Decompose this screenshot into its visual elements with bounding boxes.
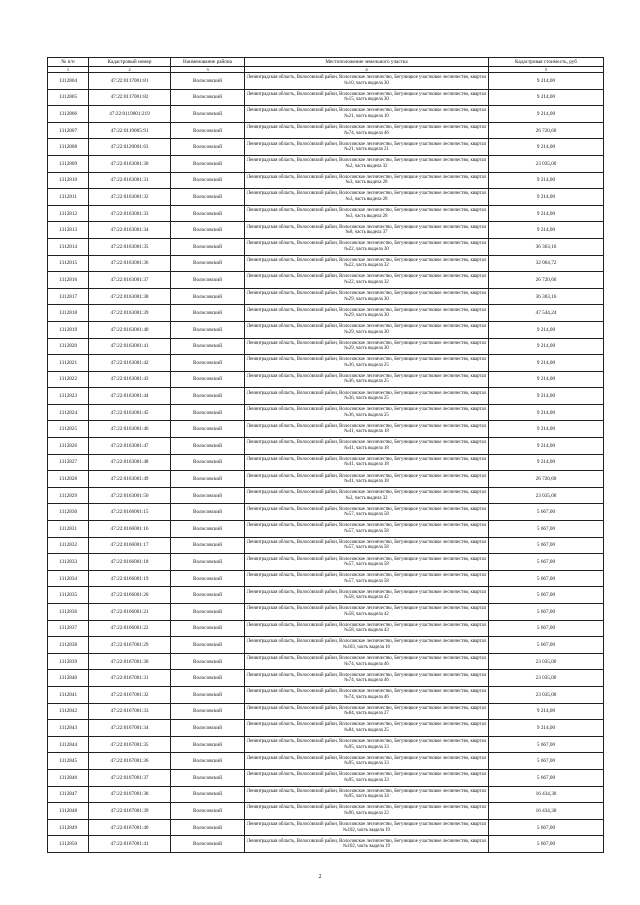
district-name: Волосовский (171, 371, 245, 388)
table-row (48, 587, 604, 604)
cadastral-value: 9 214,00 (489, 338, 604, 355)
location: Ленинградская область, Волосовский район, Волосовское лесничество, Бегуницкое участковое лесничество, квартал №21, часть выдела 21 (245, 139, 489, 156)
cadastral-number: 47:22:0167001:32 (89, 686, 171, 703)
cadastral-number: 47:22:0163001:31 (89, 172, 171, 189)
cadastral-value: 9 214,00 (489, 355, 604, 372)
table-row (48, 288, 604, 305)
row-number: 1312850 (48, 836, 89, 853)
district-name: Волосовский (171, 554, 245, 571)
cadastral-number: 47:22:0163001:36 (89, 255, 171, 272)
district-name: Волосовский (171, 272, 245, 289)
cadastral-value: 16 434,30 (489, 803, 604, 820)
row-number: 1312820 (48, 338, 89, 355)
cadastral-value: 9 214,00 (489, 106, 604, 123)
district-name: Волосовский (171, 73, 245, 90)
cadastral-value: 9 214,00 (489, 89, 604, 106)
table-row (48, 471, 604, 488)
cadastral-number: 47:22:0166001:22 (89, 620, 171, 637)
header-cadastral-number: Кадастровый номер (89, 58, 171, 67)
cadastral-number: 47:22:0163001:44 (89, 388, 171, 405)
district-name: Волосовский (171, 404, 245, 421)
district-name: Волосовский (171, 321, 245, 338)
location: Ленинградская область, Волосовский район, Волосовское лесничество, Бегуницкое участковое лесничество, квартал №36, часть выдела 25 (245, 371, 489, 388)
table-row (48, 172, 604, 189)
cadastral-value: 9 214,00 (489, 189, 604, 206)
location: Ленинградская область, Волосовский район, Волосовское лесничество, Бегуницкое участковое лесничество, квартал №84, часть выдела 27 (245, 703, 489, 720)
location: Ленинградская область, Волосовский район, Волосовское лесничество, Бегуницкое участковое лесничество, квартал №102, часть выдела 19 (245, 836, 489, 853)
location: Ленинградская область, Волосовский район, Волосовское лесничество, Бегуницкое участковое лесничество, квартал №57, часть выдела 58 (245, 504, 489, 521)
row-number: 1312837 (48, 620, 89, 637)
table-row (48, 819, 604, 836)
district-name: Волосовский (171, 769, 245, 786)
cadastral-number: 47:22:0117001:81 (89, 73, 171, 90)
table-row (48, 570, 604, 587)
table-row (48, 338, 604, 355)
location: Ленинградская область, Волосовский район, Волосовское лесничество, Бегуницкое участковое лесничество, квартал №103, часть выдела 16 (245, 637, 489, 654)
table-row (48, 620, 604, 637)
table-row (48, 388, 604, 405)
district-name: Волосовский (171, 836, 245, 853)
district-name: Волосовский (171, 388, 245, 405)
district-name: Волосовский (171, 106, 245, 123)
column-index: 3 (171, 67, 245, 73)
row-number: 1312829 (48, 487, 89, 504)
cadastral-value: 9 214,00 (489, 438, 604, 455)
cadastral-value: 23 035,00 (489, 686, 604, 703)
table-row (48, 454, 604, 471)
district-name: Волосовский (171, 587, 245, 604)
district-name: Волосовский (171, 653, 245, 670)
district-name: Волосовский (171, 786, 245, 803)
table-row (48, 89, 604, 106)
location: Ленинградская область, Волосовский район, Волосовское лесничество, Бегуницкое участковое лесничество, квартал №102, часть выдела 19 (245, 819, 489, 836)
cadastral-value: 5 667,00 (489, 753, 604, 770)
table-row (48, 222, 604, 239)
cadastral-number: 47:22:0163001:48 (89, 454, 171, 471)
cadastral-number: 47:22:0120001:63 (89, 139, 171, 156)
location: Ленинградская область, Волосовский район, Волосовское лесничество, Бегуницкое участковое лесничество, квартал №8, часть выдела 37 (245, 222, 489, 239)
cadastral-value: 9 214,00 (489, 222, 604, 239)
table-row (48, 836, 604, 853)
table-row (48, 238, 604, 255)
cadastral-value: 16 434,30 (489, 786, 604, 803)
location: Ленинградская область, Волосовский район, Волосовское лесничество, Бегуницкое участковое лесничество, квартал №74, часть выдела 46 (245, 670, 489, 687)
cadastral-number: 47:22:0166001:15 (89, 504, 171, 521)
table-row (48, 421, 604, 438)
cadastral-number: 47:22:0167001:36 (89, 753, 171, 770)
district-name: Волосовский (171, 703, 245, 720)
location: Ленинградская область, Волосовский район, Волосовское лесничество, Бегуницкое участковое лесничество, квартал №95, часть выдела 33 (245, 769, 489, 786)
location: Ленинградская область, Волосовский район, Волосовское лесничество, Бегуницкое участковое лесничество, квартал №22, часть выдела 32 (245, 255, 489, 272)
row-number: 1312805 (48, 89, 89, 106)
location: Ленинградская область, Волосовский район, Волосовское лесничество, Бегуницкое участковое лесничество, квартал №3, часть выдела 28 (245, 172, 489, 189)
district-name: Волосовский (171, 288, 245, 305)
row-number: 1312836 (48, 604, 89, 621)
cadastral-value: 26 720,60 (489, 272, 604, 289)
cadastral-number: 47:22:0163001:35 (89, 238, 171, 255)
row-number: 1312808 (48, 139, 89, 156)
location: Ленинградская область, Волосовский район, Волосовское лесничество, Бегуницкое участковое лесничество, квартал №2, часть выдела 32 (245, 155, 489, 172)
table-row (48, 686, 604, 703)
district-name: Волосовский (171, 570, 245, 587)
location: Ленинградская область, Волосовский район, Волосовское лесничество, Бегуницкое участковое лесничество, квартал №57, часть выдела 58 (245, 521, 489, 538)
cadastral-number: 47:22:0117001:82 (89, 89, 171, 106)
row-number: 1312841 (48, 686, 89, 703)
row-number: 1312804 (48, 73, 89, 90)
district-name: Волосовский (171, 720, 245, 737)
cadastral-number: 47:22:0167001:29 (89, 637, 171, 654)
row-number: 1312807 (48, 122, 89, 139)
row-number: 1312849 (48, 819, 89, 836)
cadastral-value: 32 064,72 (489, 255, 604, 272)
row-number: 1312833 (48, 554, 89, 571)
district-name: Волосовский (171, 686, 245, 703)
cadastral-number: 47:22:0166001:17 (89, 537, 171, 554)
district-name: Волосовский (171, 222, 245, 239)
table-row (48, 305, 604, 322)
cadastral-number: 47:22:0119005:91 (89, 122, 171, 139)
cadastral-number: 47:22:0167001:39 (89, 803, 171, 820)
district-name: Волосовский (171, 338, 245, 355)
district-name: Волосовский (171, 355, 245, 372)
cadastral-value: 23 035,00 (489, 155, 604, 172)
page-number: 2 (318, 874, 322, 880)
cadastral-number: 47:22:0163001:41 (89, 338, 171, 355)
location: Ленинградская область, Волосовский район, Волосовское лесничество, Бегуницкое участковое лесничество, квартал №74, часть выдела 46 (245, 122, 489, 139)
table-row (48, 753, 604, 770)
location: Ленинградская область, Волосовский район, Волосовское лесничество, Бегуницкое участковое лесничество, квартал №95, часть выдела 33 (245, 736, 489, 753)
cadastral-value: 26 720,60 (489, 122, 604, 139)
table-row (48, 786, 604, 803)
row-number: 1312832 (48, 537, 89, 554)
table-row (48, 155, 604, 172)
row-number: 1312819 (48, 321, 89, 338)
location: Ленинградская область, Волосовский район, Волосовское лесничество, Бегуницкое участковое лесничество, квартал №41, часть выдела 18 (245, 421, 489, 438)
cadastral-value: 9 214,00 (489, 703, 604, 720)
row-number: 1312828 (48, 471, 89, 488)
cadastral-number: 47:22:0167001:30 (89, 653, 171, 670)
cadastral-value: 5 667,00 (489, 819, 604, 836)
cadastral-value: 5 667,00 (489, 537, 604, 554)
district-name: Волосовский (171, 736, 245, 753)
cadastral-value: 5 667,00 (489, 620, 604, 637)
table-row (48, 189, 604, 206)
row-number: 1312827 (48, 454, 89, 471)
location: Ленинградская область, Волосовский район, Волосовское лесничество, Бегуницкое участковое лесничество, квартал №58, часть выдела 42 (245, 604, 489, 621)
row-number: 1312848 (48, 803, 89, 820)
table-row (48, 73, 604, 90)
district-name: Волосовский (171, 454, 245, 471)
table-row (48, 736, 604, 753)
location: Ленинградская область, Волосовский район, Волосовское лесничество, Бегуницкое участковое лесничество, квартал №57, часть выдела 58 (245, 537, 489, 554)
cadastral-table (47, 57, 604, 853)
location: Ленинградская область, Волосовский район, Волосовское лесничество, Бегуницкое участковое лесничество, квартал №95, часть выдела 33 (245, 753, 489, 770)
district-name: Волосовский (171, 803, 245, 820)
cadastral-number: 47:22:0163001:46 (89, 421, 171, 438)
location: Ленинградская область, Волосовский район, Волосовское лесничество, Бегуницкое участковое лесничество, квартал №58, часть выдела 43 (245, 620, 489, 637)
district-name: Волосовский (171, 305, 245, 322)
cadastral-value: 5 667,00 (489, 521, 604, 538)
row-number: 1312818 (48, 305, 89, 322)
cadastral-value: 26 720,60 (489, 471, 604, 488)
table-row (48, 106, 604, 123)
cadastral-number: 47:22:0163001:33 (89, 205, 171, 222)
district-name: Волосовский (171, 487, 245, 504)
column-index: 1 (48, 67, 89, 73)
row-number: 1312826 (48, 438, 89, 455)
cadastral-number: 47:22:0167001:33 (89, 703, 171, 720)
cadastral-value: 9 214,00 (489, 172, 604, 189)
row-number: 1312816 (48, 272, 89, 289)
cadastral-value: 9 214,00 (489, 454, 604, 471)
cadastral-number: 47:22:0167001:38 (89, 786, 171, 803)
district-name: Волосовский (171, 205, 245, 222)
row-number: 1312835 (48, 587, 89, 604)
district-name: Волосовский (171, 238, 245, 255)
table-body (48, 73, 604, 853)
header-number: № п/п (48, 58, 89, 67)
header-cadastral-value: Кадастровая стоимость, руб (489, 58, 604, 67)
row-number: 1312824 (48, 404, 89, 421)
cadastral-number: 47:22:0163001:38 (89, 288, 171, 305)
cadastral-number: 47:22:0166001:20 (89, 587, 171, 604)
table-row (48, 321, 604, 338)
table-row (48, 272, 604, 289)
cadastral-value: 5 667,00 (489, 604, 604, 621)
table-row (48, 504, 604, 521)
table-row (48, 404, 604, 421)
location: Ленинградская область, Волосовский район, Волосовское лесничество, Бегуницкое участковое лесничество, квартал №36, часть выдела 25 (245, 355, 489, 372)
cadastral-number: 47:22:0119001:219 (89, 106, 171, 123)
column-index: 5 (489, 67, 604, 73)
location: Ленинградская область, Волосовский район, Волосовское лесничество, Бегуницкое участковое лесничество, квартал №57, часть выдела 58 (245, 570, 489, 587)
cadastral-value: 9 214,00 (489, 421, 604, 438)
district-name: Волосовский (171, 122, 245, 139)
column-index: 2 (89, 67, 171, 73)
row-number: 1312838 (48, 637, 89, 654)
district-name: Волосовский (171, 438, 245, 455)
cadastral-value: 5 667,00 (489, 570, 604, 587)
cadastral-value: 23 035,00 (489, 487, 604, 504)
location: Ленинградская область, Волосовский район, Волосовское лесничество, Бегуницкое участковое лесничество, квартал №2, часть выдела 32 (245, 487, 489, 504)
table-row (48, 703, 604, 720)
cadastral-number: 47:22:0167001:35 (89, 736, 171, 753)
row-number: 1312842 (48, 703, 89, 720)
table-row (48, 554, 604, 571)
location: Ленинградская область, Волосовский район, Волосовское лесничество, Бегуницкое участковое лесничество, квартал №15, часть выдела 30 (245, 89, 489, 106)
row-number: 1312834 (48, 570, 89, 587)
cadastral-number: 47:22:0167001:41 (89, 836, 171, 853)
district-name: Волосовский (171, 155, 245, 172)
location: Ленинградская область, Волосовский район, Волосовское лесничество, Бегуницкое участковое лесничество, квартал №3, часть выдела 28 (245, 189, 489, 206)
cadastral-value: 23 035,00 (489, 670, 604, 687)
cadastral-number: 47:22:0163001:50 (89, 487, 171, 504)
row-number: 1312846 (48, 769, 89, 786)
row-number: 1312831 (48, 521, 89, 538)
district-name: Волосовский (171, 537, 245, 554)
district-name: Волосовский (171, 504, 245, 521)
row-number: 1312840 (48, 670, 89, 687)
row-number: 1312830 (48, 504, 89, 521)
location: Ленинградская область, Волосовский район, Волосовское лесничество, Бегуницкое участковое лесничество, квартал №10, часть выдела 30 (245, 73, 489, 90)
location: Ленинградская область, Волосовский район, Волосовское лесничество, Бегуницкое участковое лесничество, квартал №84, часть выдела 25 (245, 720, 489, 737)
location: Ленинградская область, Волосовский район, Волосовское лесничество, Бегуницкое участковое лесничество, квартал №3, часть выдела 28 (245, 205, 489, 222)
location: Ленинградская область, Волосовский район, Волосовское лесничество, Бегуницкое участковое лесничество, квартал №29, часть выдела 30 (245, 305, 489, 322)
district-name: Волосовский (171, 521, 245, 538)
row-number: 1312845 (48, 753, 89, 770)
cadastral-number: 47:22:0163001:30 (89, 155, 171, 172)
row-number: 1312847 (48, 786, 89, 803)
cadastral-number: 47:22:0163001:45 (89, 404, 171, 421)
cadastral-value: 9 214,00 (489, 321, 604, 338)
location: Ленинградская область, Волосовский район, Волосовское лесничество, Бегуницкое участковое лесничество, квартал №21, часть выдела 10 (245, 106, 489, 123)
row-number: 1312825 (48, 421, 89, 438)
cadastral-number: 47:22:0167001:31 (89, 670, 171, 687)
location: Ленинградская область, Волосовский район, Волосовское лесничество, Бегуницкое участковое лесничество, квартал №41, часть выдела 18 (245, 438, 489, 455)
row-number: 1312813 (48, 222, 89, 239)
location: Ленинградская область, Волосовский район, Волосовское лесничество, Бегуницкое участковое лесничество, квартал №96, часть выдела 22 (245, 803, 489, 820)
row-number: 1312810 (48, 172, 89, 189)
row-number: 1312812 (48, 205, 89, 222)
table-row (48, 355, 604, 372)
location: Ленинградская область, Волосовский район, Волосовское лесничество, Бегуницкое участковое лесничество, квартал №29, часть выдела 30 (245, 288, 489, 305)
cadastral-value: 9 214,00 (489, 720, 604, 737)
cadastral-number: 47:22:0167001:37 (89, 769, 171, 786)
cadastral-value: 47 544,24 (489, 305, 604, 322)
cadastral-value: 9 214,00 (489, 388, 604, 405)
row-number: 1312822 (48, 371, 89, 388)
cadastral-number: 47:22:0163001:49 (89, 471, 171, 488)
header-location: Местоположение земельного участка (245, 58, 489, 67)
district-name: Волосовский (171, 670, 245, 687)
cadastral-value: 5 667,00 (489, 836, 604, 853)
location: Ленинградская область, Волосовский район, Волосовское лесничество, Бегуницкое участковое лесничество, квартал №36, часть выдела 25 (245, 388, 489, 405)
row-number: 1312843 (48, 720, 89, 737)
district-name: Волосовский (171, 753, 245, 770)
location: Ленинградская область, Волосовский район, Волосовское лесничество, Бегуницкое участковое лесничество, квартал №41, часть выдела 18 (245, 471, 489, 488)
cadastral-number: 47:22:0167001:40 (89, 819, 171, 836)
row-number: 1312817 (48, 288, 89, 305)
row-number: 1312821 (48, 355, 89, 372)
column-index: 4 (245, 67, 489, 73)
row-number: 1312814 (48, 238, 89, 255)
cadastral-number: 47:22:0163001:32 (89, 189, 171, 206)
district-name: Волосовский (171, 421, 245, 438)
cadastral-value: 5 667,00 (489, 554, 604, 571)
table-row (48, 803, 604, 820)
row-number: 1312811 (48, 189, 89, 206)
header-district: Наименование района (171, 58, 245, 67)
header-row (48, 58, 604, 67)
row-number: 1312815 (48, 255, 89, 272)
cadastral-value: 9 214,00 (489, 73, 604, 90)
table-row (48, 487, 604, 504)
table-row (48, 604, 604, 621)
district-name: Волосовский (171, 172, 245, 189)
table-row (48, 122, 604, 139)
cadastral-number: 47:22:0163001:34 (89, 222, 171, 239)
district-name: Волосовский (171, 620, 245, 637)
location: Ленинградская область, Волосовский район, Волосовское лесничество, Бегуницкое участковое лесничество, квартал №29, часть выдела 30 (245, 338, 489, 355)
table-row (48, 670, 604, 687)
location: Ленинградская область, Волосовский район, Волосовское лесничество, Бегуницкое участковое лесничество, квартал №22, часть выдела 32 (245, 272, 489, 289)
cadastral-value: 5 667,00 (489, 504, 604, 521)
location: Ленинградская область, Волосовский район, Волосовское лесничество, Бегуницкое участковое лесничество, квартал №57, часть выдела 58 (245, 554, 489, 571)
table-row (48, 139, 604, 156)
cadastral-value: 5 667,00 (489, 769, 604, 786)
cadastral-value: 9 214,00 (489, 404, 604, 421)
cadastral-number: 47:22:0163001:37 (89, 272, 171, 289)
row-number: 1312806 (48, 106, 89, 123)
location: Ленинградская область, Волосовский район, Волосовское лесничество, Бегуницкое участковое лесничество, квартал №95, часть выдела 34 (245, 786, 489, 803)
row-number: 1312844 (48, 736, 89, 753)
table-row (48, 720, 604, 737)
cadastral-number: 47:22:0163001:39 (89, 305, 171, 322)
cadastral-number: 47:22:0166001:18 (89, 554, 171, 571)
cadastral-number: 47:22:0163001:43 (89, 371, 171, 388)
cadastral-value: 36 363,16 (489, 238, 604, 255)
cadastral-number: 47:22:0166001:16 (89, 521, 171, 538)
row-number: 1312809 (48, 155, 89, 172)
table-row (48, 653, 604, 670)
location: Ленинградская область, Волосовский район, Волосовское лесничество, Бегуницкое участковое лесничество, квартал №29, часть выдела 30 (245, 321, 489, 338)
table-row (48, 371, 604, 388)
location: Ленинградская область, Волосовский район, Волосовское лесничество, Бегуницкое участковое лесничество, квартал №58, часть выдела 42 (245, 587, 489, 604)
cadastral-number: 47:22:0167001:34 (89, 720, 171, 737)
cadastral-value: 9 214,00 (489, 205, 604, 222)
table-row (48, 537, 604, 554)
district-name: Волосовский (171, 139, 245, 156)
table-row (48, 255, 604, 272)
district-name: Волосовский (171, 637, 245, 654)
cadastral-number: 47:22:0166001:19 (89, 570, 171, 587)
district-name: Волосовский (171, 604, 245, 621)
table-row (48, 205, 604, 222)
location: Ленинградская область, Волосовский район, Волосовское лесничество, Бегуницкое участковое лесничество, квартал №36, часть выдела 25 (245, 404, 489, 421)
cadastral-value: 5 667,00 (489, 736, 604, 753)
cadastral-value: 9 214,00 (489, 371, 604, 388)
row-number: 1312823 (48, 388, 89, 405)
district-name: Волосовский (171, 189, 245, 206)
cadastral-number: 47:22:0166001:21 (89, 604, 171, 621)
location: Ленинградская область, Волосовский район, Волосовское лесничество, Бегуницкое участковое лесничество, квартал №74, часть выдела 46 (245, 653, 489, 670)
cadastral-value: 9 214,00 (489, 139, 604, 156)
district-name: Волосовский (171, 471, 245, 488)
district-name: Волосовский (171, 255, 245, 272)
cadastral-number: 47:22:0163001:47 (89, 438, 171, 455)
table-row (48, 521, 604, 538)
district-name: Волосовский (171, 819, 245, 836)
table-row (48, 769, 604, 786)
cadastral-value: 23 035,00 (489, 653, 604, 670)
table-row (48, 438, 604, 455)
cadastral-number: 47:22:0163001:42 (89, 355, 171, 372)
location: Ленинградская область, Волосовский район, Волосовское лесничество, Бегуницкое участковое лесничество, квартал №22, часть выдела 30 (245, 238, 489, 255)
district-name: Волосовский (171, 89, 245, 106)
table-row (48, 637, 604, 654)
location: Ленинградская область, Волосовский район, Волосовское лесничество, Бегуницкое участковое лесничество, квартал №41, часть выдела 18 (245, 454, 489, 471)
cadastral-value: 36 303,16 (489, 288, 604, 305)
cadastral-value: 5 667,00 (489, 587, 604, 604)
cadastral-number: 47:22:0163001:40 (89, 321, 171, 338)
row-number: 1312839 (48, 653, 89, 670)
location: Ленинградская область, Волосовский район, Волосовское лесничество, Бегуницкое участковое лесничество, квартал №74, часть выдела 46 (245, 686, 489, 703)
cadastral-value: 5 667,00 (489, 637, 604, 654)
